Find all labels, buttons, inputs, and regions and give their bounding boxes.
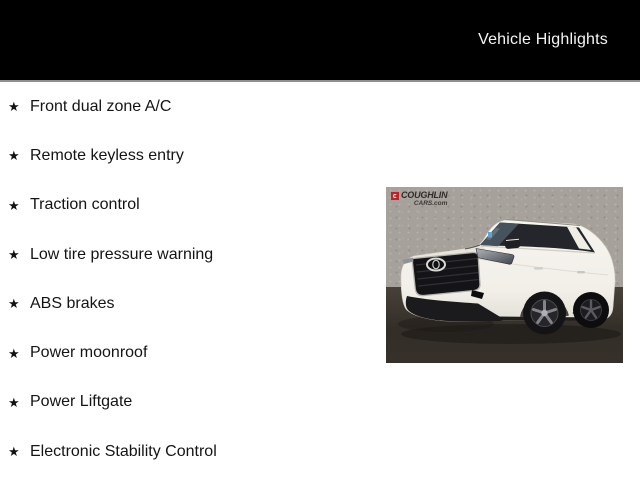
feature-item [0, 279, 217, 328]
vehicle-photo [386, 187, 623, 363]
feature-item [0, 230, 217, 279]
coughlin-badge-icon [391, 192, 399, 200]
feature-item [0, 328, 217, 377]
feature-item [0, 378, 217, 427]
star-bullet-icon: ★ [8, 394, 20, 410]
feature-label: ABS brakes [30, 294, 115, 312]
feature-label: Remote keyless entry [30, 146, 184, 164]
star-bullet-icon: ★ [8, 247, 20, 263]
dealer-logo-domain: CARS.com [413, 200, 448, 207]
feature-item [0, 181, 217, 230]
dealer-logo [391, 191, 447, 208]
feature-item [0, 131, 217, 180]
star-bullet-icon: ★ [8, 197, 20, 213]
star-bullet-icon: ★ [8, 345, 20, 361]
suv-illustration [386, 187, 623, 363]
page-title: Vehicle Highlights [478, 31, 608, 48]
star-bullet-icon: ★ [8, 296, 20, 312]
star-bullet-icon: ★ [8, 99, 20, 115]
star-bullet-icon: ★ [8, 148, 20, 164]
feature-label: Traction control [30, 196, 140, 214]
feature-item [0, 82, 217, 131]
feature-item [0, 427, 217, 476]
feature-label: Electronic Stability Control [30, 442, 217, 460]
feature-label: Power moonroof [30, 344, 148, 362]
feature-label: Front dual zone A/C [30, 97, 172, 115]
feature-label: Low tire pressure warning [30, 245, 214, 263]
header-bar [0, 0, 640, 82]
dealer-logo-name: COUGHLIN [401, 190, 448, 200]
feature-label: Power Liftgate [30, 393, 133, 411]
feature-list [0, 82, 217, 476]
star-bullet-icon: ★ [8, 444, 20, 460]
